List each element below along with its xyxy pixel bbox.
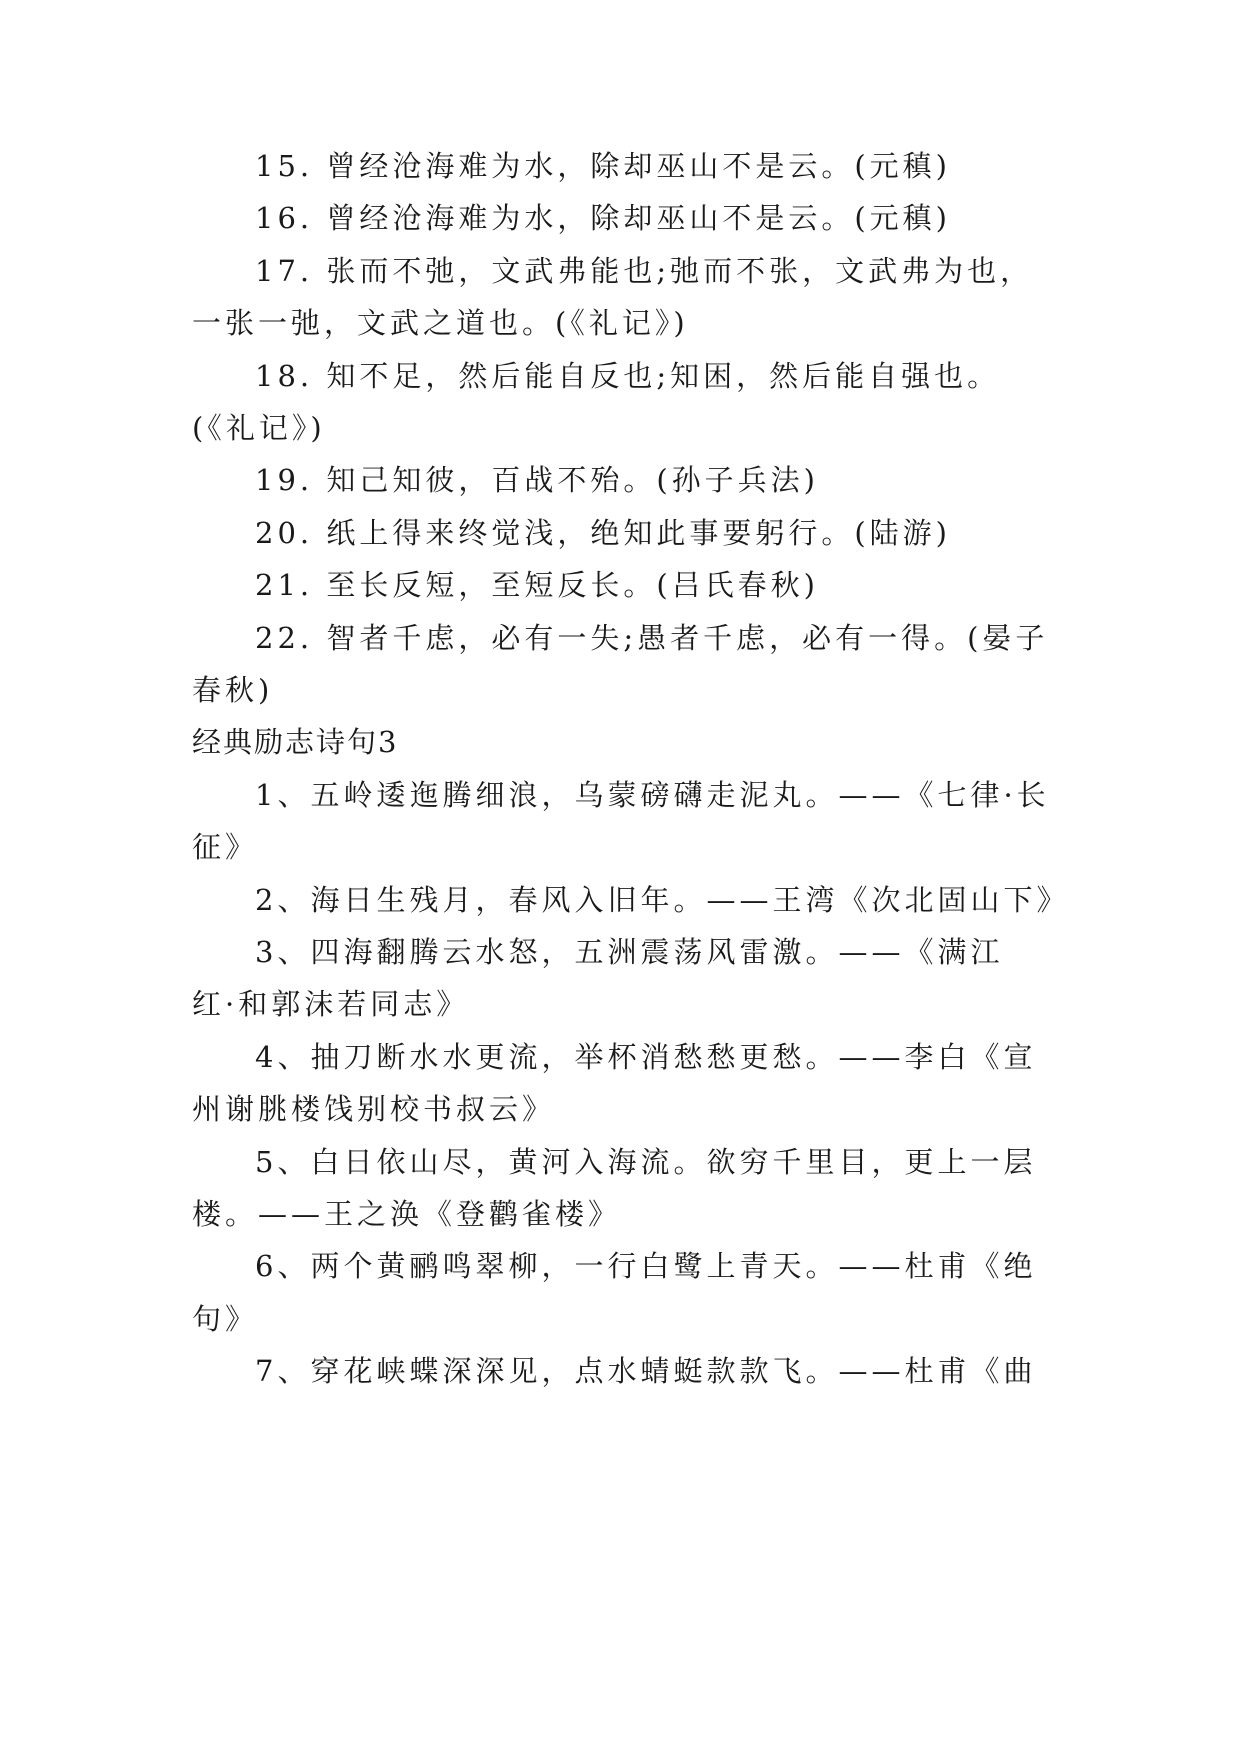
text-line: 19. 知己知彼，百战不殆。(孙子兵法) (255, 463, 819, 497)
text-line: 7、穿花峡蝶深深见，点水蜻蜓款款飞。——杜甫《曲 (255, 1354, 1037, 1388)
text-line: 16. 曾经沧海难为水，除却巫山不是云。(元稹) (255, 201, 951, 235)
text-line: 21. 至长反短，至短反长。(吕氏春秋) (255, 568, 819, 602)
text-line: 楼。——王之涣《登鹳雀楼》 (192, 1197, 622, 1231)
text-line: 22. 智者千虑，必有一失;愚者千虑，必有一得。(晏子 (255, 621, 1049, 655)
text-line: 句》 (192, 1302, 259, 1336)
text-line: 18. 知不足，然后能自反也;知困，然后能自强也。 (255, 359, 1001, 393)
text-line: 20. 纸上得来终觉浅，绝知此事要躬行。(陆游) (255, 516, 951, 550)
text-line: 15. 曾经沧海难为水，除却巫山不是云。(元稹) (255, 149, 951, 183)
text-line: 州谢朓楼饯别校书叔云》 (192, 1092, 556, 1126)
text-line: 3、四海翻腾云水怒，五洲震荡风雷激。——《满江 (255, 935, 1004, 969)
text-line: (《礼记》) (192, 411, 326, 445)
text-line: 5、白日依山尽，黄河入海流。欲穷千里目，更上一层 (255, 1145, 1037, 1179)
text-line: 红·和郭沫若同志》 (192, 987, 470, 1021)
text-line: 4、抽刀断水水更流，举杯消愁愁更愁。——李白《宣 (255, 1040, 1037, 1074)
text-line: 征》 (192, 830, 259, 864)
text-line: 春秋) (192, 673, 274, 707)
section-heading: 经典励志诗句3 (192, 725, 399, 759)
text-line: 1、五岭逶迤腾细浪，乌蒙磅礴走泥丸。——《七律·长 (255, 778, 1050, 812)
text-line: 2、海日生残月，春风入旧年。——王湾《次北固山下》 (255, 883, 1070, 917)
text-line: 一张一弛，文武之道也。(《礼记》) (192, 306, 689, 340)
text-line: 6、两个黄鹂鸣翠柳，一行白鹭上青天。——杜甫《绝 (255, 1249, 1037, 1283)
text-line: 17. 张而不弛，文武弗能也;弛而不张，文武弗为也， (255, 254, 1034, 288)
